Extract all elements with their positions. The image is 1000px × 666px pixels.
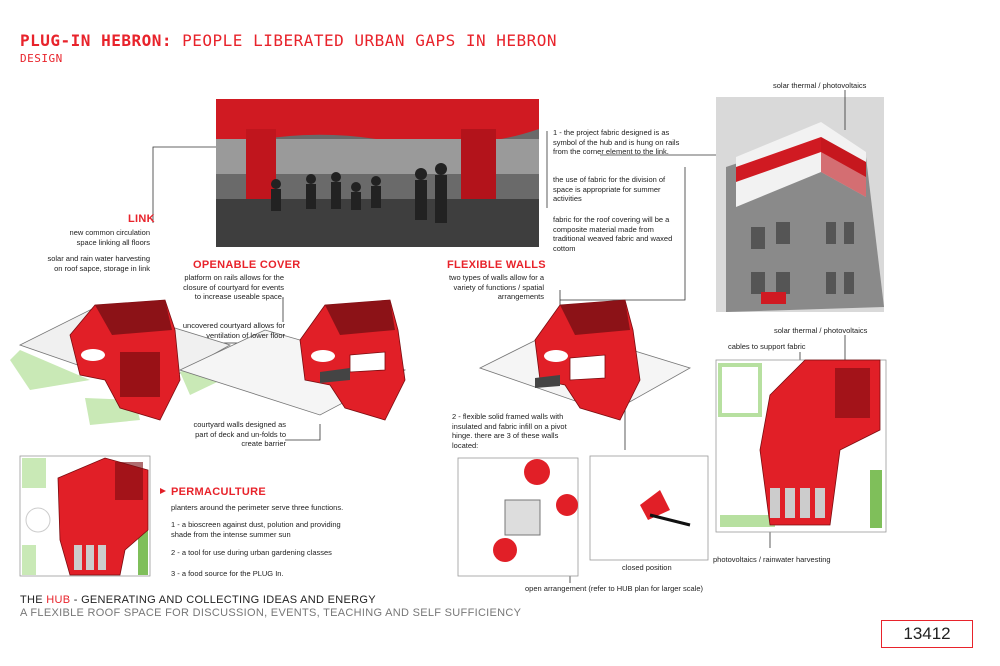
cables-label: cables to support fabric xyxy=(728,342,806,351)
roof-plan-right xyxy=(716,360,886,532)
permaculture-arrow-icon xyxy=(160,488,166,494)
solar-top-label: solar thermal / photovoltaics xyxy=(773,81,867,90)
openable-cover-label: OPENABLE COVER xyxy=(193,259,301,271)
flexible-walls-diagram xyxy=(480,300,690,420)
fabric-note-2: the use of fabric for the division of space is appropriate for summer activities xyxy=(553,175,666,203)
open-arrangement-label: open arrangement (refer to HUB plan for larger scale) xyxy=(525,584,704,593)
openable-cover-text-3: courtyard walls designed as part of deck and un-folds to create barrier xyxy=(193,420,286,448)
page-title: PLUG-IN HEBRON: PEOPLE LIBERATED URBAN GAPS IN HEBRON xyxy=(20,31,558,50)
permaculture-item-3: 3 - a food source for the PLUG In. xyxy=(171,569,284,578)
fabric-note-1: 1 - the project fabric designed is as symbol of the hub and is hung on rails from the corner element to the link. xyxy=(553,128,680,156)
footer-line-2: A FLEXIBLE ROOF SPACE FOR DISCUSSION, EVENTS, TEACHING AND SELF SUFFICIENCY xyxy=(20,607,522,619)
closed-position-label: closed position xyxy=(622,563,672,572)
link-label: LINK xyxy=(128,213,155,225)
pv-rainwater-label: photovoltaics / rainwater harvesting xyxy=(713,555,831,564)
flexible-walls-text-1: two types of walls allow for a variety of functions / spatial arrangements xyxy=(448,273,544,301)
flexible-walls-label: FLEXIBLE WALLS xyxy=(447,259,546,271)
footer-line-1: THE HUB - GENERATING AND COLLECTING IDEAS AND ENERGY xyxy=(20,594,376,606)
permaculture-label: PERMACULTURE xyxy=(171,486,267,498)
project-code-badge: 13412 xyxy=(881,620,973,648)
openable-cover-text-2: uncovered courtyard allows for ventilation of lower floor xyxy=(182,321,285,340)
fabric-note-3: fabric for the roof covering will be a composite material made from traditional weaved fabric and waxed cottom xyxy=(553,215,673,253)
permaculture-intro: planters around the perimeter serve three functions. xyxy=(171,503,344,512)
openable-cover-diagram xyxy=(180,300,405,420)
solar-plan-label: solar thermal / photovoltaics xyxy=(774,326,868,335)
link-text-2: solar and rain water harvesting on roof sapce, storage in link xyxy=(47,254,150,273)
permaculture-plan xyxy=(20,456,150,576)
link-text-1: new common circulation space linking all floors xyxy=(69,228,150,247)
page-subtitle: DESIGN xyxy=(20,52,63,65)
flexible-walls-text-2: 2 - flexible solid framed walls with insulated and fabric infill on a pivot hinge. there are 3 of these walls located: xyxy=(452,412,567,450)
permaculture-item-2: 2 - a tool for use during urban gardening classes xyxy=(171,548,332,557)
openable-cover-text-1: platform on rails allows for the closure of courtyard for events to increase useable space. xyxy=(183,273,284,301)
permaculture-item-1: 1 - a bioscreen against dust, polution and providing shade from the intense summer sun xyxy=(171,520,341,539)
flexible-walls-plans xyxy=(458,456,708,576)
